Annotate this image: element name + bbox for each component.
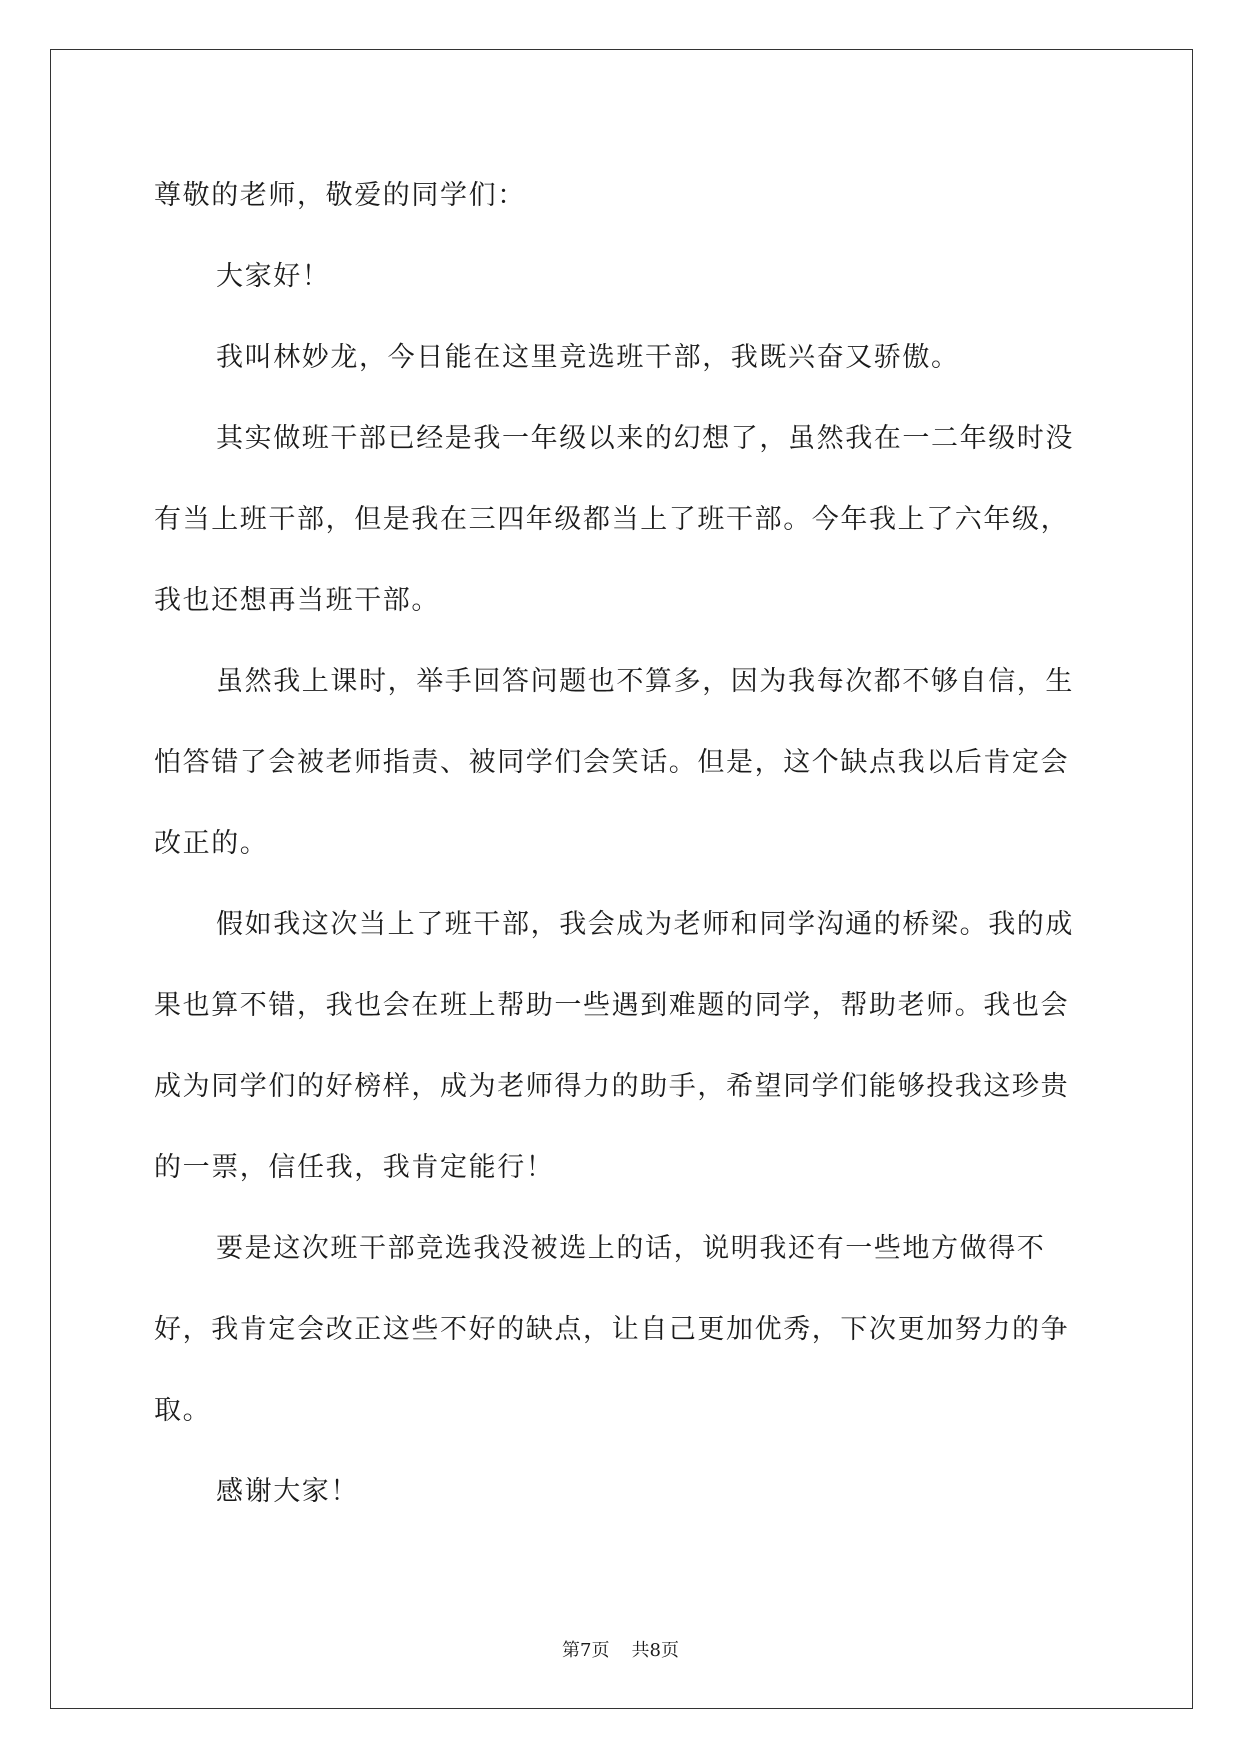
paragraph-weakness: 虽然我上课时，举手回答问题也不算多，因为我每次都不够自信，生怕答错了会被老师指责、被同学们会笑话。但是，这个缺点我以后肯定会改正的。 — [154, 666, 1074, 859]
paragraph-closing: 感谢大家！ — [216, 1476, 359, 1507]
total-pages: 共8页 — [631, 1640, 679, 1661]
letter-body — [154, 155, 1091, 1532]
salutation: 尊敬的老师，敬爱的同学们： — [154, 180, 526, 211]
current-page-number: 第7页 — [562, 1640, 610, 1661]
paragraph-background: 其实做班干部已经是我一年级以来的幻想了，虽然我在一二年级时没有当上班干部，但是我在三四年级都当上了班干部。今年我上了六年级，我也还想再当班干部。 — [154, 423, 1074, 616]
paragraph-introduction: 我叫林妙龙，今日能在这里竞选班干部，我既兴奋又骄傲。 — [216, 342, 960, 373]
page-footer — [0, 1636, 1241, 1662]
paragraph-commitment: 假如我这次当上了班干部，我会成为老师和同学沟通的桥梁。我的成果也算不错，我也会在班上帮助一些遇到难题的同学，帮助老师。我也会成为同学们的好榜样，成为老师得力的助手，希望同学们能够投我这珍贵的一票，信任我，我肯定能行！ — [154, 909, 1074, 1183]
paragraph-greeting: 大家好！ — [216, 261, 331, 292]
paragraph-if-not-elected: 要是这次班干部竞选我没被选上的话，说明我还有一些地方做得不好，我肯定会改正这些不好的缺点，让自己更加优秀，下次更加努力的争取。 — [154, 1233, 1070, 1426]
